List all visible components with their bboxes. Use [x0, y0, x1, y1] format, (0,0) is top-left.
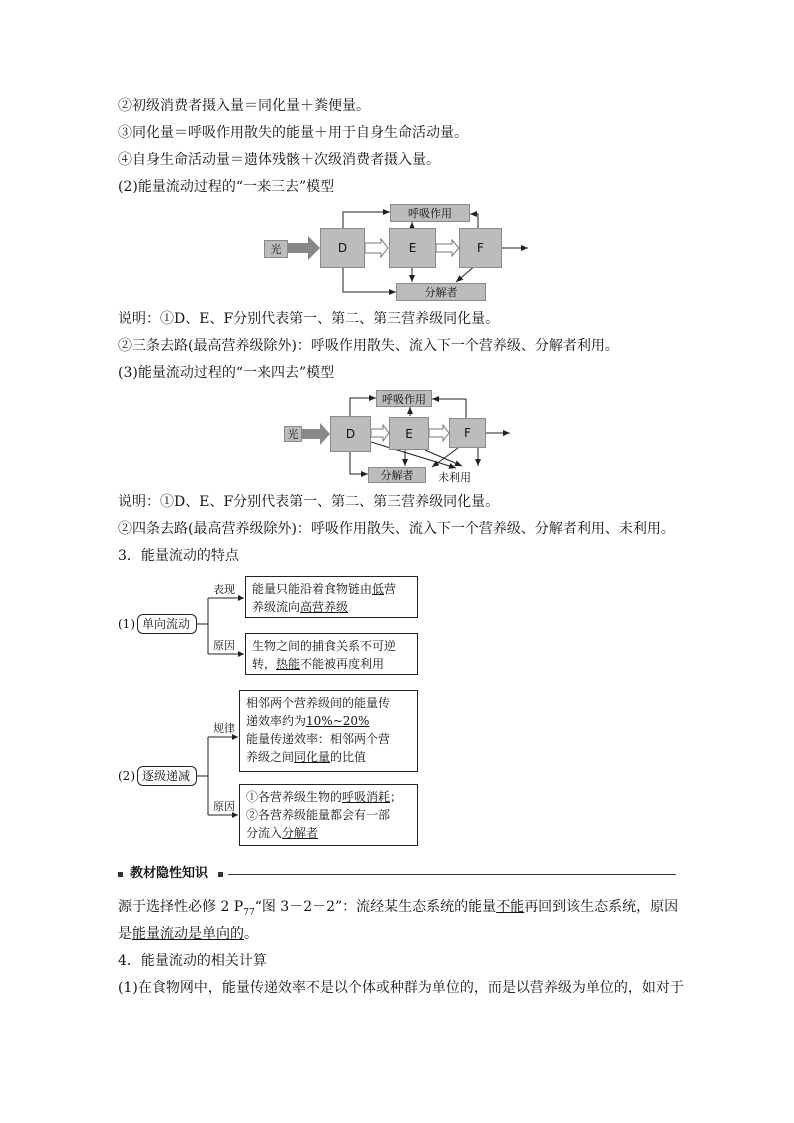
line-self-activity: ④自身生命活动量＝遗体残骸＋次级消费者摄入量。	[118, 152, 440, 168]
trophic-e: E	[389, 228, 436, 268]
f1b2d: 不能被再度利用	[300, 657, 385, 671]
f2b1b: 递效率约为	[246, 714, 307, 728]
trophic-d: D	[320, 228, 365, 268]
feature1-box-reason	[245, 633, 418, 675]
trophic-f: F	[459, 228, 502, 268]
f2b1c: 10%~20%	[306, 714, 370, 728]
feature1-box-show	[245, 576, 418, 618]
f2b1g: 的比值	[330, 750, 367, 764]
f2b2e: 分流入	[246, 826, 283, 840]
line-intake: ②初级消费者摄入量＝同化量＋粪便量。	[118, 98, 370, 114]
feature2-branch-reason: 原因	[213, 800, 235, 813]
feature1-branch-show: 表现	[213, 583, 235, 596]
trophic-f-2: F	[449, 418, 486, 448]
section4-title: 4．能量流动的相关计算	[118, 953, 267, 969]
decomposer-box-2: 分解者	[368, 467, 426, 483]
f2b2a: ①各营养级生物的	[246, 790, 343, 804]
explain-2: 说明：①D、E、F分别代表第一、第二、第三营养级同化量。	[118, 494, 500, 510]
hp2a: 是	[118, 926, 132, 942]
hp2b: 能量流动是单向的	[132, 926, 244, 942]
f2b2f: 分解者	[282, 826, 319, 840]
respiration-box: 呼吸作用	[390, 204, 470, 222]
f1b1a: 能量只能沿着食物链由	[252, 582, 373, 596]
feature2-branch-rule: 规律	[213, 722, 235, 735]
f1b1c: 营	[384, 582, 397, 596]
hp1d: 再回到该生态系统，原因	[524, 899, 679, 915]
f1b1d: 养级流向	[252, 600, 301, 614]
trophic-d-2: D	[330, 416, 371, 452]
feature1-branch-reason: 原因	[213, 639, 235, 652]
f1b2b: 转，	[252, 657, 277, 671]
hp2c: 。	[244, 926, 258, 942]
feature2-num: (2)	[118, 769, 135, 783]
f2b1d: 能量传递效率：相邻两个营	[246, 732, 391, 746]
heading-one-in-three-out: (2)能量流动过程的“一来三去”模型	[118, 179, 335, 195]
hidden-knowledge-header	[118, 866, 676, 884]
hidden-title: 教材隐性知识	[130, 866, 209, 881]
heading-one-in-four-out: (3)能量流动过程的“一来四去”模型	[118, 365, 335, 381]
unused-label: 未利用	[438, 471, 471, 484]
f2b2b: 呼吸消耗	[342, 790, 391, 804]
hp1a: 源于选择性必修 2 P	[118, 899, 244, 915]
f1b2c: 热能	[276, 657, 301, 671]
f1b1e: 高营养级	[300, 600, 349, 614]
hp1c: 不能	[496, 899, 525, 915]
f2b2d: ②各营养级能量都会有一部	[246, 808, 391, 822]
section4-para1: (1)在食物网中，能量传递效率不是以个体或种群为单位的，而是以营养级为单位的，如对于	[118, 980, 684, 996]
light-box-2: 光	[284, 426, 302, 442]
light-box: 光	[264, 240, 288, 258]
f1b1b: 低	[372, 582, 385, 596]
feature1-num: (1)	[118, 617, 135, 631]
feature1-name: 单向流动	[137, 614, 197, 634]
feature2-box-rule	[239, 690, 418, 772]
f2b2c: ；	[390, 790, 403, 804]
trophic-e-2: E	[389, 417, 429, 450]
hp1sub: 77	[243, 907, 255, 918]
respiration-box-2: 呼吸作用	[376, 390, 432, 407]
hp1b: “图 3－2－2”：流经某生态系统的能量	[254, 899, 497, 915]
feature2-box-reason	[239, 784, 418, 846]
feature2-name: 逐级递减	[137, 766, 197, 786]
four-paths: ②四条去路(最高营养级除外)：呼吸作用散失、流入下一个营养级、分解者利用、未利用。	[118, 521, 675, 537]
hidden-para-line2	[118, 926, 258, 942]
f2b1f: 同化量	[294, 750, 331, 764]
f1b2a: 生物之间的捕食关系不可逆	[252, 639, 397, 653]
decomposer-box: 分解者	[396, 283, 486, 301]
explain-1: 说明：①D、E、F分别代表第一、第二、第三营养级同化量。	[118, 311, 500, 327]
line-assimilation: ③同化量＝呼吸作用散失的能量＋用于自身生命活动量。	[118, 125, 468, 141]
f2b1a: 相邻两个营养级间的能量传	[246, 696, 391, 710]
hidden-para-line1	[118, 899, 678, 921]
f2b1e: 养级之间	[246, 750, 295, 764]
heading-features: 3．能量流动的特点	[118, 548, 239, 564]
three-paths: ②三条去路(最高营养级除外)：呼吸作用散失、流入下一个营养级、分解者利用。	[118, 338, 619, 354]
